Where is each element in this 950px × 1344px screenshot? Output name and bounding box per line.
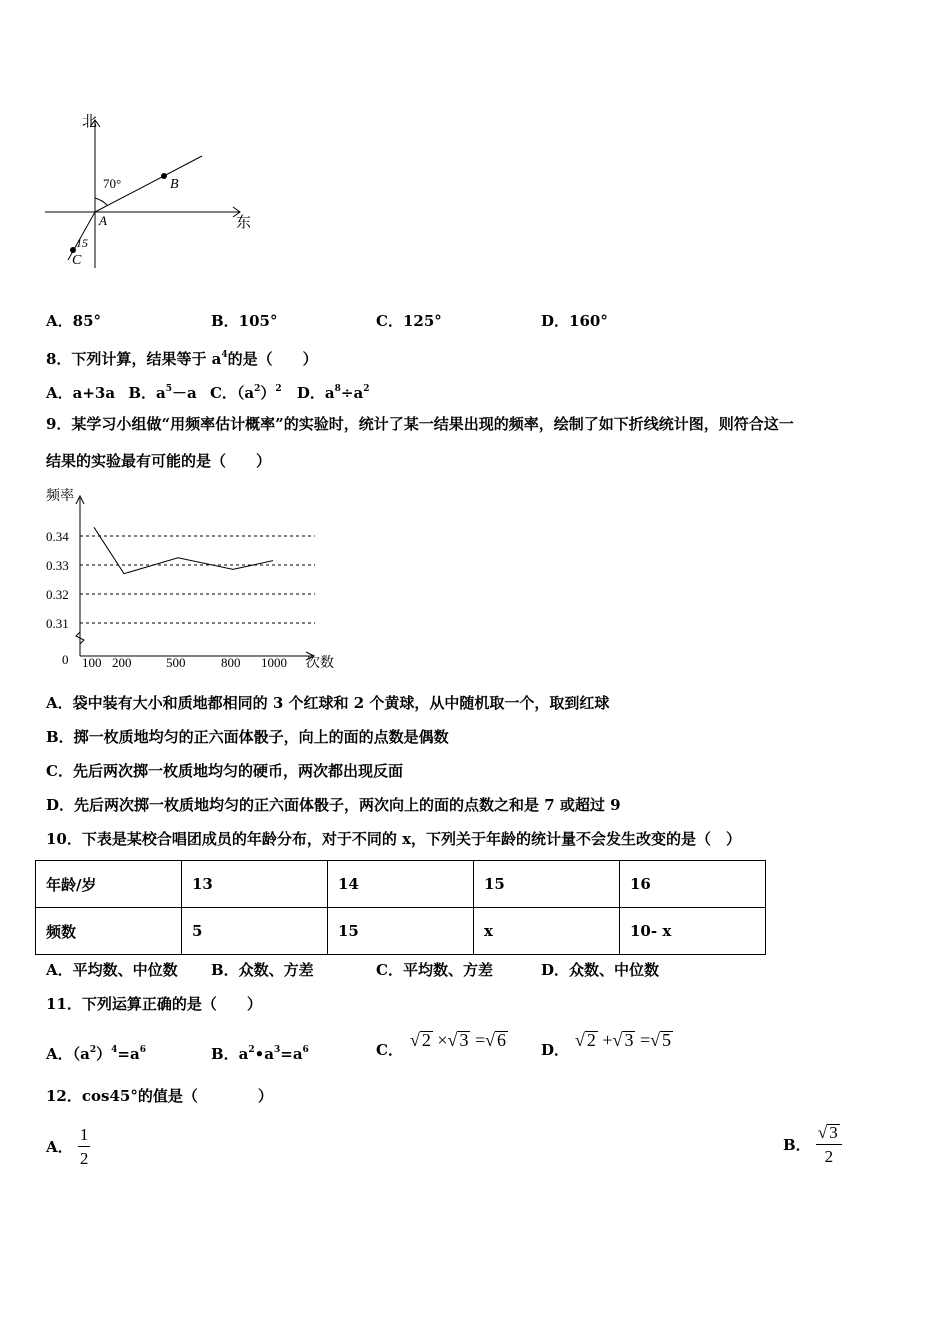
- q11-a-exp2: 4: [111, 1045, 118, 1055]
- q8-c-exp2: 2: [275, 384, 282, 394]
- q11-c-radicand1: 2: [421, 1030, 431, 1050]
- q12-a-numerator: 1: [78, 1126, 91, 1147]
- q11-a-exp3: 6: [139, 1045, 146, 1055]
- table-cell: 14: [328, 861, 474, 908]
- q8-c-text: C．（a: [209, 384, 255, 402]
- q11-b-dot: •a: [254, 1045, 274, 1063]
- angle-15-label: 15: [76, 236, 88, 250]
- q11-c-equals: =: [474, 1030, 486, 1050]
- q11-a-rhs: =a: [117, 1045, 140, 1063]
- table-cell: x: [474, 908, 620, 955]
- q11-b-exp: 2: [248, 1045, 255, 1055]
- table-cell: 5: [182, 908, 328, 955]
- q7-option-d[interactable]: D．160°: [541, 312, 608, 330]
- q12-a-fraction: [78, 1126, 91, 1168]
- q12-a-label: A．: [46, 1138, 73, 1156]
- chart-y-tick-label: 0.31: [46, 616, 69, 631]
- q9-option-d[interactable]: D．先后两次掷一枚质地均匀的正六面体骰子，两次向上的面的点数之和是 7 或超过 9: [46, 796, 621, 814]
- q11-a-text: A．（a: [46, 1045, 90, 1063]
- point-b-dot: [161, 173, 167, 179]
- chart-origin-label: 0: [62, 652, 69, 667]
- q8-d-exp2: 2: [363, 384, 370, 394]
- q9-stem-line2: 结果的实验最有可能的是（ ）: [46, 452, 272, 470]
- q12-option-b[interactable]: [783, 1124, 842, 1166]
- table-cell: 16: [620, 861, 766, 908]
- q11-d-equals: =: [639, 1030, 651, 1050]
- chart-series-line: [94, 527, 273, 573]
- north-label: 北: [82, 112, 98, 130]
- angle-arc-70: [95, 198, 107, 205]
- q7-option-c[interactable]: C．125°: [376, 312, 442, 330]
- q8-c-exp: 2: [254, 384, 261, 394]
- table-cell: 10- x: [620, 908, 766, 955]
- q11-b-rhs: =a: [280, 1045, 303, 1063]
- q8-option-d[interactable]: [297, 384, 370, 402]
- table-row: [36, 908, 766, 955]
- chart-ylabel: 频率: [46, 488, 74, 504]
- q11-option-b[interactable]: [211, 1040, 309, 1064]
- q11-option-c-expr: √ 2 ×√ 3 =√ 6: [410, 1030, 506, 1050]
- q8-options: [46, 379, 369, 403]
- q8-option-a[interactable]: A．a+3a: [46, 384, 116, 402]
- frequency-line-chart: [40, 484, 350, 674]
- point-a-label: A: [99, 213, 107, 228]
- chart-x-tick-label: 100: [82, 655, 102, 670]
- q12-b-denominator: 2: [824, 1147, 834, 1166]
- q8-c-paren: ）: [260, 384, 276, 402]
- q12-b-fraction: [816, 1124, 842, 1166]
- q7-option-b[interactable]: B．105°: [211, 312, 278, 330]
- q11-d-radicand3: 5: [661, 1030, 671, 1050]
- chart-x-tick-label: 200: [112, 655, 132, 670]
- q12-a-denominator: 2: [79, 1149, 89, 1168]
- chart-xlabel: 次数: [306, 655, 334, 671]
- q10-stem: 10．下表是某校合唱团成员的年龄分布，对于不同的 x，下列关于年龄的统计量不会发生改变的是（ ）: [46, 830, 742, 848]
- chart-x-tick-label: 1000: [261, 655, 287, 670]
- chart-x-tick-label: 500: [166, 655, 186, 670]
- table-cell: 15: [328, 908, 474, 955]
- q10-option-d[interactable]: D．众数、中位数: [541, 961, 660, 979]
- chart-y-tick-label: 0.34: [46, 529, 69, 544]
- q8-stem: [46, 345, 318, 369]
- q9-option-c[interactable]: C．先后两次掷一枚质地均匀的硬币，两次都出现反面: [46, 762, 403, 780]
- q11-c-radicand2: 3: [459, 1030, 469, 1050]
- point-c-label: C: [72, 253, 82, 268]
- chart-y-tick-label: 0.33: [46, 558, 69, 573]
- q8-d-text: D．a: [296, 384, 335, 402]
- age-distribution-table: [35, 860, 766, 955]
- q11-b-exp2: 3: [273, 1045, 281, 1055]
- q8-d-exp: 8: [334, 384, 341, 394]
- q11-b-exp3: 6: [302, 1045, 309, 1055]
- chart-y-tick-label: 0.32: [46, 587, 69, 602]
- table-cell: 13: [182, 861, 328, 908]
- q8-stem-exponent: 4: [221, 350, 228, 360]
- chart-x-tick-label: 800: [221, 655, 241, 670]
- q8-stem-tail: 的是（ ）: [227, 350, 318, 368]
- q11-option-c-label[interactable]: C．: [376, 1041, 403, 1059]
- q9-option-a[interactable]: A．袋中装有大小和质地都相同的 3 个红球和 2 个黄球，从中随机取一个，取到红球: [46, 694, 610, 712]
- q11-option-a[interactable]: [46, 1040, 146, 1064]
- q11-option-d-label[interactable]: D．: [541, 1041, 570, 1059]
- q11-c-radicand3: 6: [496, 1030, 506, 1050]
- q8-b-text: B．a: [128, 384, 166, 402]
- table-cell: 频数: [36, 908, 182, 955]
- q11-b-text: B．a: [211, 1045, 249, 1063]
- table-cell: 年龄/岁: [36, 861, 182, 908]
- east-label: 东: [236, 213, 252, 231]
- q12-b-numerator: √ 3: [816, 1124, 842, 1145]
- q12-stem: 12．cos45°的值是（ ）: [46, 1087, 273, 1105]
- q10-option-b[interactable]: B．众数、方差: [211, 961, 314, 979]
- compass-diagram: [40, 108, 265, 273]
- q8-b-tail: －a: [172, 384, 197, 402]
- q12-b-label: B．: [783, 1136, 811, 1154]
- table-row: [36, 861, 766, 908]
- q12-option-a[interactable]: [46, 1126, 90, 1168]
- q8-option-c[interactable]: [210, 384, 282, 402]
- q7-option-a[interactable]: A．85°: [46, 312, 102, 330]
- q8-b-exp: 5: [165, 384, 172, 394]
- q11-a-exp: 2: [89, 1045, 97, 1055]
- q12-b-radicand: 3: [829, 1123, 838, 1142]
- q8-d-div: ÷a: [340, 384, 364, 402]
- q11-option-d-expr: √ 2 +√ 3 =√ 5: [575, 1030, 671, 1050]
- q11-d-radicand1: 2: [586, 1030, 596, 1050]
- q11-c-times: ×: [437, 1030, 448, 1050]
- q11-stem: 11．下列运算正确的是（ ）: [46, 995, 262, 1013]
- point-b-label: B: [170, 177, 179, 192]
- q11-d-radicand2: 3: [624, 1030, 634, 1050]
- q10-option-a[interactable]: A．平均数、中位数: [46, 961, 178, 979]
- angle-70-label: 70°: [103, 176, 122, 191]
- q8-stem-text: 8．下列计算，结果等于 a: [46, 350, 222, 368]
- table-cell: 15: [474, 861, 620, 908]
- q11-a-paren: ）: [96, 1045, 112, 1063]
- q11-d-plus: +: [602, 1030, 613, 1050]
- q10-option-c[interactable]: C．平均数、方差: [376, 961, 493, 979]
- q9-option-b[interactable]: B．掷一枚质地均匀的正六面体骰子，向上的面的点数是偶数: [46, 728, 449, 746]
- q8-option-b[interactable]: [128, 384, 196, 402]
- q9-stem-line1: 9．某学习小组做“用频率估计概率”的实验时，统计了某一结果出现的频率，绘制了如下折线统计图，则符合这一: [46, 415, 794, 433]
